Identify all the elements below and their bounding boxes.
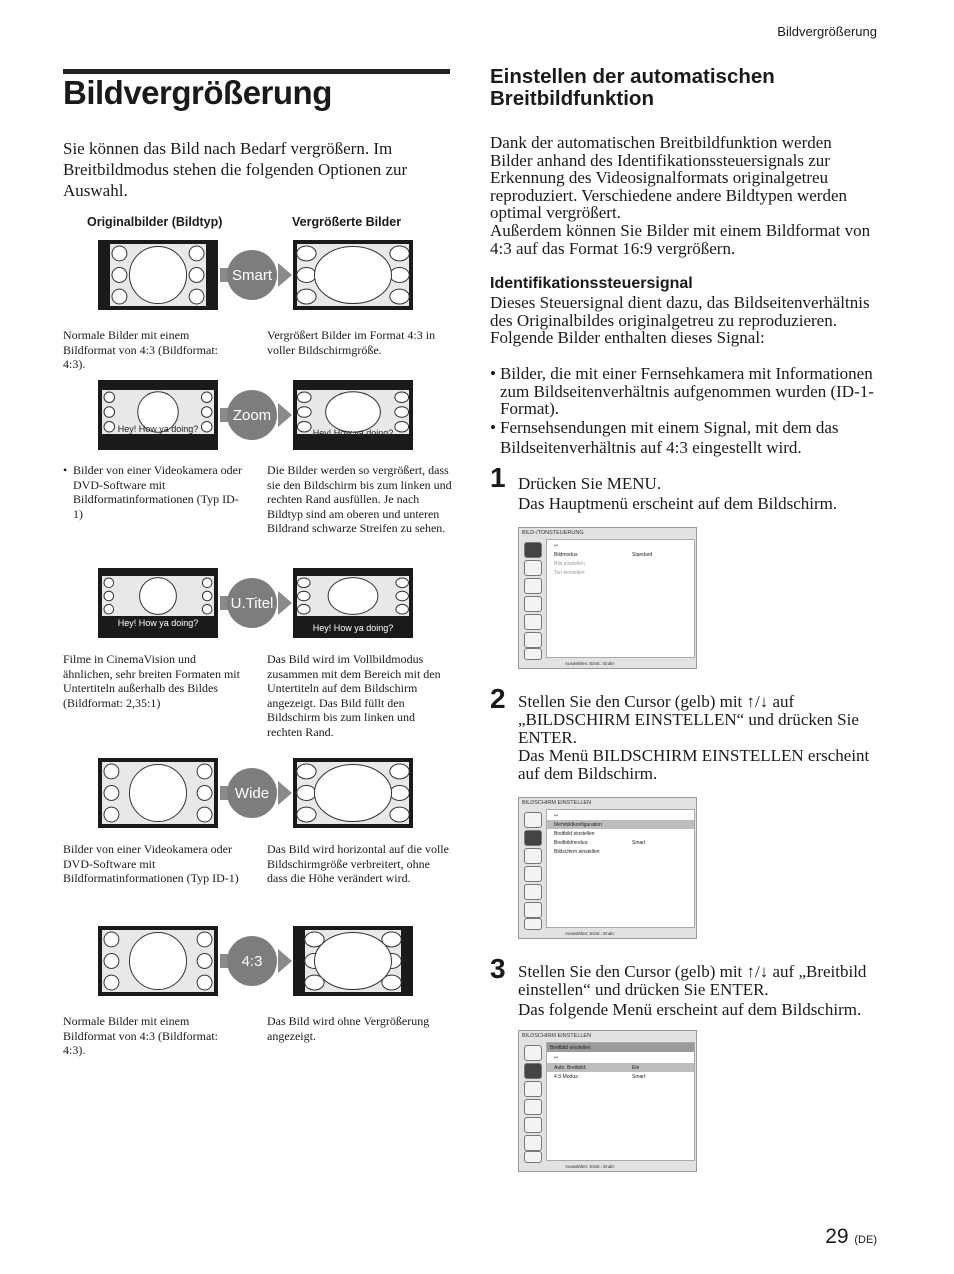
original-image-1: [98, 240, 218, 315]
step-1-number: 1: [490, 462, 506, 493]
menu-2-row-1: Mehrbildkonfiguration: [554, 822, 602, 828]
step-1-result: Das Hauptmenü erscheint auf dem Bildschirm.: [518, 494, 838, 513]
timer-icon: [524, 1135, 542, 1151]
menu-3-row-2: 4:3-Modus:: [554, 1074, 580, 1080]
mode-badge-43: 4:3: [227, 936, 277, 986]
picture-icon: [524, 1045, 542, 1061]
page-lang: (DE): [854, 1234, 877, 1246]
language-icon: [524, 1151, 542, 1163]
enlarged-image-3: [293, 568, 413, 643]
arrow-right-icon: [278, 403, 292, 427]
setup-icon: [524, 596, 542, 612]
arrow-right-icon: [278, 263, 292, 287]
setup-icon: [524, 1099, 542, 1115]
menu-3-value-2: Smart: [632, 1074, 646, 1080]
mode-badge-smart: Smart: [227, 250, 277, 300]
sound-icon: [524, 848, 542, 864]
menu-screenshot-1: [518, 527, 697, 669]
subtitle-sample: Hey! How ya doing?: [117, 618, 199, 628]
menu-2-value: Smart: [632, 840, 646, 846]
original-image-5: [98, 926, 218, 1001]
subtitle-sample: Hey! How ya doing?: [312, 428, 394, 438]
original-image-3: [98, 568, 218, 643]
page-number-value: 29: [825, 1225, 849, 1248]
subtitle-sample: Hey! How ya doing?: [312, 623, 394, 633]
id-bullet-1: • Bilder, die mit einer Fernsehkamera mit Informationen zum Bildseitenverhältnis aufgenommen wurden (ID-1-Format).: [490, 364, 874, 419]
section-body-2: Außerdem können Sie Bilder mit einem Bildformat von 4:3 auf das Format 16:9 vergrößern.: [490, 221, 871, 258]
enlarged-image-1: [293, 240, 413, 315]
menu-1-row-1: Bildmodus:: [554, 552, 579, 558]
id-heading: Identifikationssteuersignal: [490, 275, 693, 292]
menu-3-back: ↩: [554, 1055, 559, 1061]
menu-3-subtitle: Breitbild einstellen: [550, 1045, 591, 1051]
step-3-number: 3: [490, 953, 506, 984]
menu-3-title: BILDSCHIRM EINSTELLEN: [522, 1033, 592, 1039]
caption-enlarged-2: Die Bilder werden so vergrößert, dass sie den Bildschirm bis zum linken und rechten Rand ausfüllen. Je nach Bildtyp sind am oberen und unteren Bildrand schwarze Streifen zu sehen.: [267, 463, 452, 536]
step-2-number: 2: [490, 683, 506, 714]
menu-screenshot-3: [518, 1030, 697, 1172]
caption-enlarged-1: Vergrößert Bilder im Format 4:3 in voller Bildschirmgröße.: [267, 328, 436, 357]
enlarged-image-2: [293, 380, 413, 455]
arrow-right-icon: [278, 781, 292, 805]
picture-icon: [524, 812, 542, 828]
menu-1-value: Standard: [632, 552, 653, 558]
menu-screenshot-2: [518, 797, 697, 939]
caption-original-5: Normale Bilder mit einem Bildformat von 4:3 (Bildformat: 4:3).: [63, 1014, 218, 1058]
menu-1-panel: [546, 539, 695, 658]
step-1-text: Drücken Sie MENU.: [518, 474, 662, 493]
sound-icon: [524, 1081, 542, 1097]
page-title: Bildvergrößerung: [63, 74, 332, 111]
picture-icon: [524, 542, 542, 558]
subtitle-sample: Hey! How ya doing?: [117, 424, 199, 434]
language-icon: [524, 648, 542, 660]
running-head: Bildvergrößerung: [777, 24, 877, 39]
menu-2-panel: [546, 809, 695, 928]
input-icon: [524, 1117, 542, 1133]
id-bullet-2-text: Fernsehsendungen mit einem Signal, mit dem das Bildseitenverhältnis auf 4:3 eingestellt wird.: [500, 418, 839, 457]
screen-icon: [524, 578, 542, 594]
caption-original-4: Bilder von einer Videokamera oder DVD-Software mit Bildformatinformationen (Typ ID-1): [63, 842, 239, 886]
step-3-text: Stellen Sie den Cursor (gelb) mit ↑/↓ auf „Breitbild einstellen“ und drücken Sie ENTER.: [518, 962, 867, 999]
menu-1-row-2: Bild einstellen: [554, 561, 585, 567]
menu-3-panel: [546, 1042, 695, 1161]
intro-text: Sie können das Bild nach Bedarf vergrößern. Im Breitbildmodus stehen die folgenden Optionen zur Auswahl.: [63, 139, 408, 200]
mode-badge-wide: Wide: [227, 768, 277, 818]
language-icon: [524, 918, 542, 930]
screen-icon: [524, 1063, 542, 1079]
sound-icon: [524, 560, 542, 576]
menu-2-back: ↩: [554, 813, 559, 819]
menu-2-footer: Auswählen: Einst.: Ende:: [565, 931, 616, 936]
caption-original-3: Filme in CinemaVision und ähnlichen, sehr breiten Formaten mit Untertiteln außerhalb des Bildes (Bildformat: 2,35:1): [63, 652, 240, 710]
enlarged-image-5: [293, 926, 413, 1001]
caption-original-1: Normale Bilder mit einem Bildformat von 4:3 (Bildformat: 4:3).: [63, 328, 218, 372]
id-body: Dieses Steuersignal dient dazu, das Bildseitenverhältnis des Originalbildes originalgetreu zu reproduzieren. Folgende Bilder enthalten dieses Signal:: [490, 293, 870, 348]
id-bullet-2: • Fernsehsendungen mit einem Signal, mit dem das Bildseitenverhältnis auf 4:3 eingestellt wird.: [490, 418, 839, 457]
menu-2-row-3: Breitbildmodus:: [554, 840, 589, 846]
menu-3-value-1: Ein: [632, 1065, 640, 1071]
caption-enlarged-4: Das Bild wird horizontal auf die volle Bildschirmgröße verbreitert, ohne dass die Höhe verändert wird.: [267, 842, 449, 886]
timer-icon: [524, 632, 542, 648]
timer-icon: [524, 902, 542, 918]
column-head-original: Originalbilder (Bildtyp): [87, 215, 223, 229]
section-body: Dank der automatischen Breitbildfunktion werden Bilder anhand des Identifikationssteuersignals zur Erkennung des Videosignalformats originalgetreu reproduziert. Verschiedene andere Bildtypen werden optimal vergrößert.: [490, 133, 848, 223]
arrow-right-icon: [278, 591, 292, 615]
screen-icon: [524, 830, 542, 846]
menu-1-back: ↩: [554, 543, 559, 549]
column-head-enlarged: Vergrößerte Bilder: [292, 215, 402, 229]
setup-icon: [524, 866, 542, 882]
menu-1-row-3: Ton einstellen: [554, 570, 585, 576]
caption-enlarged-5: Das Bild wird ohne Vergrößerung angezeigt.: [267, 1014, 430, 1043]
input-icon: [524, 884, 542, 900]
original-image-2: [98, 380, 218, 455]
mode-badge-utitel: U.Titel: [227, 578, 277, 628]
step-3-result: Das folgende Menü erscheint auf dem Bildschirm.: [518, 1000, 862, 1019]
id-bullet-1-text: Bilder, die mit einer Fernsehkamera mit Informationen zum Bildseitenverhältnis aufgenommen wurden (ID-1-Format).: [500, 364, 874, 419]
arrow-right-icon: [278, 949, 292, 973]
caption-enlarged-3: Das Bild wird im Vollbildmodus zusammen mit dem Bereich mit den Untertiteln auf dem Bildschirm angezeigt. Das Bild füllt den Bildschirm bis zum linken und rechten Rand.: [267, 652, 441, 739]
step-2-text: Stellen Sie den Cursor (gelb) mit ↑/↓ auf „BILDSCHIRM EINSTELLEN“ und drücken Sie ENTER.: [518, 692, 859, 747]
menu-1-title: BILD-/TONSTEUERUNG: [522, 530, 584, 536]
menu-3-footer: Auswählen: Einst.: Ende:: [565, 1164, 616, 1169]
section-title: Einstellen der automatischen Breitbildfunktion: [490, 65, 775, 110]
menu-1-footer: Auswählen: Einst.: Ende:: [565, 661, 616, 666]
page-number: [825, 1225, 877, 1249]
menu-3-row-1: Auto. Breitbild:: [554, 1065, 587, 1071]
mode-badge-zoom: Zoom: [227, 390, 277, 440]
enlarged-image-4: [293, 758, 413, 833]
menu-2-title: BILDSCHIRM EINSTELLEN: [522, 800, 592, 806]
original-image-4: [98, 758, 218, 833]
step-2-result: Das Menü BILDSCHIRM EINSTELLEN erscheint auf dem Bildschirm.: [518, 746, 870, 783]
menu-2-row-4: Bildschirm einstellen: [554, 849, 600, 855]
caption-original-2: • Bilder von einer Videokamera oder DVD-Software mit Bildformatinformationen (Typ ID-1): [63, 463, 243, 521]
input-icon: [524, 614, 542, 630]
menu-2-row-2: Breitbild einstellen: [554, 831, 595, 837]
